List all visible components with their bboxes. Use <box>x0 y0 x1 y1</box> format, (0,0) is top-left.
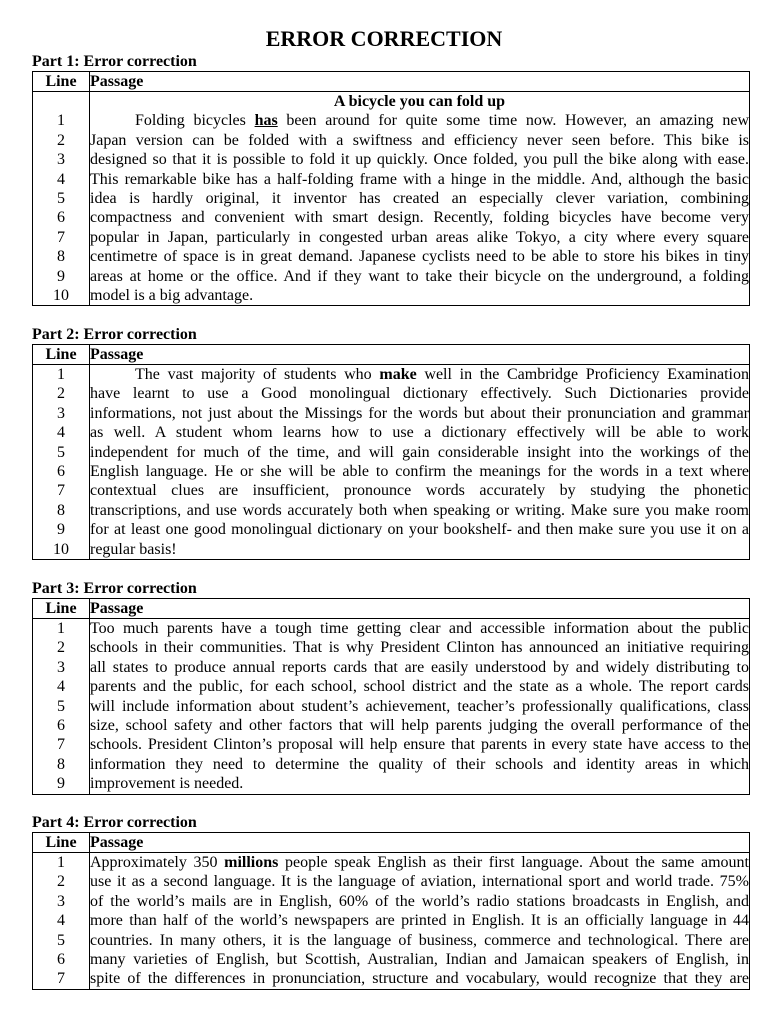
line-numbers-cell <box>33 365 90 560</box>
part-3-section <box>32 579 750 795</box>
passage-cell <box>90 365 750 560</box>
passage-column-header: Passage <box>90 599 750 619</box>
part-4-section <box>32 813 750 990</box>
passage-line: parents and the public, for each school, school district and the state as a whole. The report cards <box>90 678 749 696</box>
passage-column-header: Passage <box>90 345 750 365</box>
passage-line: model is a big advantage. <box>90 286 254 304</box>
line-number: 8 <box>57 501 65 519</box>
passage-line: more than half of the world’s newspapers are printed in English. It is an officially language in 44 <box>90 912 749 930</box>
line-number: 7 <box>57 482 65 500</box>
line-number: 4 <box>57 424 65 442</box>
line-number: 9 <box>57 267 65 285</box>
line-number: 6 <box>57 950 65 968</box>
passage-table <box>32 71 750 306</box>
line-number: 9 <box>57 775 65 793</box>
line-number: 5 <box>57 189 65 207</box>
line-number: 2 <box>57 131 65 149</box>
line-number: 3 <box>57 404 65 422</box>
highlighted-word: millions <box>224 854 279 871</box>
line-number: 7 <box>57 970 65 988</box>
passage-line: independent for much of the time, and will gain considerable insight into the workings of the <box>90 443 749 461</box>
line-number: 1 <box>57 112 65 130</box>
passage-line: regular basis! <box>90 540 177 558</box>
passage-cell <box>90 619 750 795</box>
line-number: 7 <box>57 228 65 246</box>
passage-table <box>32 598 750 795</box>
passage-line: Japan version can be folded with a swiftness and efficiency never seen before. This bike is <box>90 131 749 149</box>
passage-column-header: Passage <box>90 72 750 92</box>
line-number: 6 <box>57 462 65 480</box>
passage-line: countries. In many others, it is the language of business, commerce and technological. There are <box>90 931 749 949</box>
passage-line: use it as a second language. It is the language of aviation, international sport and world trade. 75% <box>90 873 749 891</box>
part-heading: Part 1: Error correction <box>32 53 197 70</box>
passage-line: size, school safety and other factors that will help parents judging the overall performance of the <box>90 716 749 734</box>
passage-line: all states to produce annual reports cards that are easily understood by and widely distributing to <box>90 658 749 676</box>
passage-cell <box>90 853 750 990</box>
passage-line: improvement is needed. <box>90 775 244 793</box>
passage-line: of the world’s mails are in English, 60% of the world’s radio stations broadcasts in English, and <box>90 892 749 910</box>
line-number: 4 <box>57 170 65 188</box>
line-numbers-cell <box>33 92 90 306</box>
passage-line: will include information about student’s achievement, teacher’s professionally qualifications, class <box>90 697 749 715</box>
line-column-header: Line <box>33 345 90 365</box>
line-number: 9 <box>57 521 65 539</box>
table-row <box>33 853 750 990</box>
line-number: 2 <box>57 873 65 891</box>
line-number: 8 <box>57 248 65 266</box>
line-number: 4 <box>57 678 65 696</box>
passage-subtitle: A bicycle you can fold up <box>333 93 506 110</box>
passage-cell <box>90 92 750 306</box>
passage-column-header: Passage <box>90 833 750 853</box>
table-header-row <box>33 599 750 619</box>
passage-line: spite of the differences in pronunciation, structure and vocabulary, would recognize that they are <box>90 970 749 988</box>
passage-table <box>32 344 750 560</box>
part-heading: Part 4: Error correction <box>32 814 197 831</box>
line-number: 2 <box>57 639 65 657</box>
line-number: 5 <box>57 697 65 715</box>
passage-line: Too much parents have a tough time getting clear and accessible information about the public <box>90 620 749 637</box>
line-number: 1 <box>57 854 65 871</box>
table-row <box>33 365 750 560</box>
passage-table <box>32 832 750 990</box>
table-row <box>33 92 750 306</box>
line-number: 3 <box>57 151 65 169</box>
line-column-header: Line <box>33 599 90 619</box>
part-heading: Part 3: Error correction <box>32 580 197 597</box>
passage-line: centimetre of space is in great demand. Japanese cyclists need to be able to store his bikes in tiny <box>90 248 749 266</box>
passage-line: contextual clues are insufficient, pronounce words accurately by studying the phonetic <box>90 482 749 500</box>
line-number: 10 <box>53 286 69 304</box>
passage-line: many varieties of English, but Scottish, Australian, Indian and Jamaican speakers of English, in <box>90 950 749 968</box>
passage-line: designed so that it is possible to fold it up quickly. Once folded, you pull the bike along with ease. <box>90 151 749 169</box>
passage-line: English language. He or she will be able to confirm the meanings for the words in a text where <box>90 462 749 480</box>
line-number: 7 <box>57 736 65 754</box>
line-number: 5 <box>57 443 65 461</box>
line-column-header: Line <box>33 833 90 853</box>
part-heading: Part 2: Error correction <box>32 326 197 343</box>
passage-line: have learnt to use a Good monolingual dictionary effectively. Such Dictionaries provide <box>90 385 749 403</box>
highlighted-word: make <box>379 366 417 383</box>
line-number: 5 <box>57 931 65 949</box>
line-number: 8 <box>57 755 65 773</box>
table-header-row <box>33 345 750 365</box>
passage-line: The vast majority of students who make well in the Cambridge Proficiency Examination <box>135 366 749 383</box>
line-column-header: Line <box>33 72 90 92</box>
passage-line: transcriptions, and use words accurately both when speaking or writing. Make sure you make room <box>90 501 749 519</box>
line-numbers-cell <box>33 619 90 795</box>
part-1-section <box>32 52 750 306</box>
line-number: 3 <box>57 658 65 676</box>
line-number: 6 <box>57 209 65 227</box>
passage-line: compactness and convenient with smart design. Recently, folding bicycles have become very <box>90 209 749 227</box>
passage-line: idea is hardly original, it inventor has created an especially clever variation, combining <box>90 189 749 207</box>
table-row <box>33 619 750 795</box>
passage-line: popular in Japan, particularly in congested urban areas alike Tokyo, a city where every square <box>90 228 749 246</box>
table-header-row <box>33 833 750 853</box>
passage-line: This remarkable bike has a half-folding frame with a hinge in the middle. And, although the basic <box>90 170 749 188</box>
passage-line: as well. A student whom learns how to use a dictionary effectively will be able to work <box>90 424 749 442</box>
passage-line: for at least one good monolingual dictionary on your bookshelf- and then make sure you use it on a <box>90 521 749 539</box>
highlighted-word: has <box>254 112 278 130</box>
line-number: 4 <box>57 912 65 930</box>
line-number: 10 <box>53 540 69 558</box>
line-number: 3 <box>57 892 65 910</box>
passage-line: Folding bicycles has been around for quite some time now. However, an amazing new <box>135 112 749 130</box>
passage-line: information they need to determine the quality of their schools and identity areas in which <box>90 755 749 773</box>
passage-line: informations, not just about the Missings for the words but about their pronunciation and grammar <box>90 404 749 422</box>
line-number-spacer <box>33 92 89 111</box>
line-number: 1 <box>57 366 65 383</box>
line-number: 1 <box>57 620 65 637</box>
passage-line: Approximately 350 millions people speak English as their first language. About the same amount <box>90 854 749 871</box>
passage-line: areas at home or the office. And if they want to take their bicycle on the underground, a folding <box>90 267 749 285</box>
passage-line: schools. President Clinton’s proposal will help ensure that parents in every state have access to the <box>90 736 749 754</box>
table-header-row <box>33 72 750 92</box>
passage-line: schools in their communities. That is why President Clinton has announced an initiative requiring <box>90 639 749 657</box>
page-title: ERROR CORRECTION <box>265 26 503 51</box>
part-2-section <box>32 325 750 560</box>
line-numbers-cell <box>33 853 90 990</box>
line-number: 6 <box>57 716 65 734</box>
line-number: 2 <box>57 385 65 403</box>
